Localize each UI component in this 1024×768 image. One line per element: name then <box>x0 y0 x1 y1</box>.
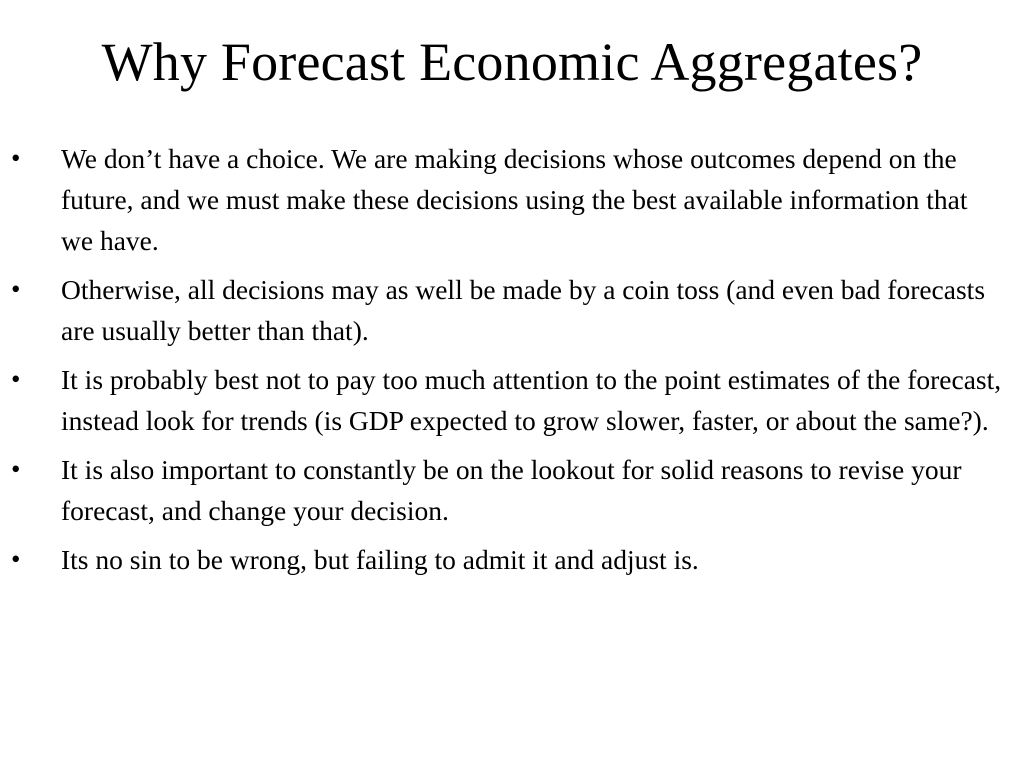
bullet-text: It is also important to constantly be on the lookout for solid reasons to revise your forecast, and change your decision. <box>61 454 962 526</box>
bullet-list <box>0 138 1024 588</box>
bullet-icon: • <box>11 143 21 173</box>
slide-title: Why Forecast Economic Aggregates? <box>101 32 923 92</box>
bullet-item-3 <box>0 359 1024 441</box>
bullet-item-5 <box>0 539 1024 580</box>
bullet-text: Otherwise, all decisions may as well be made by a coin toss (and even bad forecasts are usually better than that). <box>61 274 986 346</box>
bullet-text: We don’t have a choice. We are making decisions whose outcomes depend on the future, and we must make these decisions using the best available information that we have. <box>61 143 968 256</box>
bullet-item-2 <box>0 269 1024 351</box>
bullet-text: It is probably best not to pay too much attention to the point estimates of the forecast, instead look for trends (is GDP expected to grow slower, faster, or about the same?). <box>61 364 1002 436</box>
bullet-icon: • <box>11 364 21 394</box>
bullet-icon: • <box>11 544 21 574</box>
bullet-icon: • <box>11 274 21 304</box>
bullet-item-1 <box>0 138 1024 261</box>
bullet-item-4 <box>0 449 1024 531</box>
bullet-icon: • <box>11 454 21 484</box>
bullet-text: Its no sin to be wrong, but failing to admit it and adjust is. <box>61 544 699 575</box>
